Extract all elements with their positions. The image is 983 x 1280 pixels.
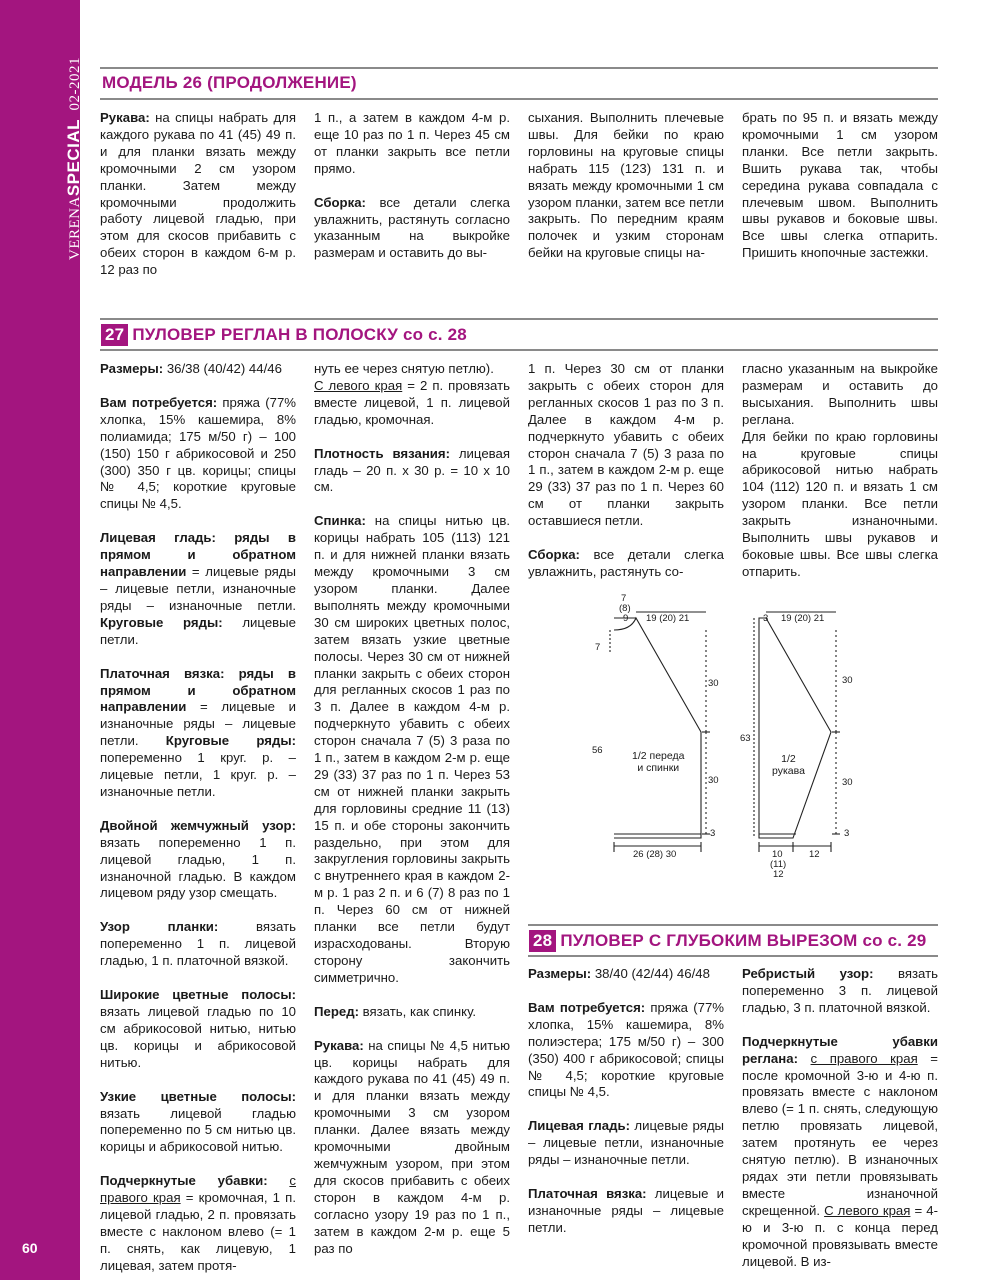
section26-col3: сыхания. Выполнить плечевые швы. Для бейки по краю горловины на круговые спицы набрать 115 (123) 131 п. и вязать между кромочными 1 см узором планки, затем все петли закрыть. По передним краям полочек и узким сторонам бейки на круговые спицы на- — [528, 110, 724, 261]
body-dim-bottom: 26 (28) 30 — [633, 849, 677, 860]
sleeve-dim-left-63: 63 — [740, 733, 751, 744]
page-number: 60 — [22, 1240, 38, 1256]
body-dim-right-3: 3 — [710, 828, 716, 839]
section26-bottom-rule — [100, 98, 938, 100]
section28-heading — [529, 930, 926, 952]
section27-bottom-rule — [100, 349, 938, 351]
section27-number: 27 — [101, 324, 128, 346]
section27-heading — [101, 324, 467, 346]
section27-top-rule — [100, 318, 938, 320]
brand-text: VERENASPECIAL 02-2021 — [64, 56, 83, 260]
section27-col3: 1 п. Через 30 см от планки закрыть с обеих сторон для регланных скосов 1 раз по 3 п. Далее в каждом 4-м р. подчеркнуто убавить с обеих сторон сначала 7 (5) 3 раза по 1 п., затем в каждом 2-м р. еще 29 (33) 37 раз по 1 п. Через 60 см от планки закрыть оставшиеся петли. Сборка: все детали слегка увлажнить, растянуть со- — [528, 361, 724, 579]
section28-col4: Ребристый узор: вязать попеременно 3 п. лицевой гладью, 3 п. платочной вязкой. Подчеркнутые убавки реглана: с правого края = после кромочной 3-ю и 4-ю п. провязать вместе с наклоном влево (= 1 п. снять, следующую петлю провязать лицевой, затем протянуть ее через снятую петлю). В изнаночных рядах эти петли провязывать вместе изнаночной скрещенной. С левого края = 4-ю и 3-ю п. с конца перед кромочной провязывать вместе лицевой. В из- — [742, 966, 938, 1269]
body-dim-top-8: (8) — [619, 603, 631, 614]
body-piece-label: 1/2 переда и спинки — [632, 750, 685, 774]
body-dim-right-30a: 30 — [708, 678, 719, 689]
sleeve-dim-right-3: 3 — [844, 828, 850, 839]
sidebar — [0, 0, 83, 1280]
body-dim-left-56: 56 — [592, 745, 603, 756]
sleeve-dim-top-width: 19 (20) 21 — [781, 613, 825, 624]
body-dim-top-9: 9 — [623, 613, 629, 624]
body-dim-top-width: 19 (20) 21 — [646, 613, 690, 624]
body-dim-top-7: 7 — [621, 593, 627, 604]
body-dim-left-7: 7 — [595, 642, 601, 653]
section27-col2: нуть ее через снятую петлю). С левого края = 2 п. провязать вместе лицевой, 1 п. лицевой гладью, кромочная. Плотность вязания: лицевая гладь – 20 п. х 30 р. = 10 х 10 см. Спинка: на спицы нитью цв. корицы набрать 105 (113) 121 п. и для нижней планки вязать между кромочными 3 см узором планки. Далее выполнять между кромочными 30 см широких цветных полос, затем вязать узкие цветные полосы. Через 30 см от нижней планки закрыть с обеих сторон для регланных скосов 1 раз по 3 п. Далее в каждом 4-м р. подчеркнуто убавить с обеих сторон сначала 7 (5) 3 раза по 1 п., затем в каждом 2-м р. еще 29 (33) 37 раз по 1 п. Через 53 см от нижней планки закрыть для горловины средние 11 (13) 15 п. и обе стороны закончить раздельно, при этом для закругления горловины закрыть с внутреннего края в каждом 2-м р. 1 раз 2 п. и 6 (7) 8 раз по 1 п. Через 60 см от нижней планки все петли будут израсходованы. Вторую сторону закончить симметрично. Перед: вязать, как спинку. Рукава: на спицы № 4,5 нитью цв. корицы набрать для каждого рукава по 41 (45) 49 п. и для планки вязать между кромочными 3 см узором планки. Далее вязать между кромочными двойным жемчужным узором, при этом для скосов прибавить с обеих сторон в каждом 4-м р. согласно узору 19 раз по 1 п., затем в каждом 2-м р. еще 5 раз по — [314, 361, 510, 1256]
sleeve-dim-bottom-11: (11) — [770, 859, 787, 870]
section27-col4: гласно указанным на выкройке размерам и оставить до высыхания. Выполнить швы реглана. Для бейки по краю горловины на круговые спицы абрикосовой нитью набрать 104 (112) 120 п. и вязать 1 см узором планки. Все петли закрыть изнаночными. Выполнить швы рукавов и боковые швы. Все швы слегка отпарить. — [742, 361, 938, 579]
section27-title: ПУЛОВЕР РЕГЛАН В ПОЛОСКУ — [132, 325, 399, 344]
body-dim-right-30b: 30 — [708, 775, 719, 786]
section28-top-rule — [528, 924, 938, 926]
section26-col2: 1 п., а затем в каждом 4-м р. еще 10 раз по 1 п. Через 45 см от планки закрыть все петли прямо. Сборка: все детали слегка увлажнить, растянуть согласно указанным на выкройке размерам и оставить до вы- — [314, 110, 510, 261]
sleeve-dim-bottom-10: 10 — [772, 849, 783, 860]
section26-top-rule — [100, 67, 938, 69]
sleeve-dim-right-30a: 30 — [842, 675, 853, 686]
magazine-brand — [0, 0, 83, 300]
schematic-lines — [586, 590, 946, 890]
section28-col3: Размеры: 38/40 (42/44) 46/48 Вам потребуется: пряжа (77% хлопка, 15% кашемира, 8% полиэстера; 175 м/50 г) – 300 (350) 400 г абрикосовой; спицы № 4,5; короткие круговые спицы № 4,5. Лицевая гладь: лицевые ряды – лицевые петли, изнаночные ряды – изнаночные петли. Платочная вязка: лицевые и изнаночные ряды – лицевые петли. — [528, 966, 724, 1235]
section28-title: ПУЛОВЕР С ГЛУБОКИМ ВЫРЕЗОМ — [560, 931, 858, 950]
section27-col1: Размеры: 36/38 (40/42) 44/46 Вам потребуется: пряжа (77% хлопка, 15% кашемира, 8% полиамида; 175 м/50 г) – 100 (150) 150 г абрикосовой и 250 (300) 350 г цв. корицы; спицы № 4,5; короткие круговые спицы № 4,5. Лицевая гладь: ряды в прямом и обратном направлении = лицевые ряды – лицевые петли, изнаночные ряды – изнаночные петли. Круговые ряды: лицевые петли. Платочная вязка: ряды в прямом и обратном направлении = лицевые и изнаночные ряды – лицевые петли. Круговые ряды: попеременно 1 круг. р. – лицевые петли, 1 круг. р. – изнаночные петли. Двойной жемчужный узор: вязать попеременно 1 п. лицевой гладью, 1 п. изнаночной гладью. В каждом лицевом ряду узор смещать. Узор планки: вязать попеременно 1 п. лицевой гладью, 1 п. платочной вязкой. Широкие цветные полосы: вязать лицевой гладью по 10 см абрикосовой нитью, нитью цв. корицы и абрикосовой нитью. Узкие цветные полосы: вязать лицевой гладью попеременно по 5 см нитью цв. корицы и абрикосовой нитью. Подчеркнутые убавки: с правого края = кромочная, 1 п. лицевой гладью, 2 п. провязать вместе с наклоном влево (= 1 п. снять, как лицевую, 1 лицевая, затем протя- — [100, 361, 296, 1273]
pattern-schematic — [586, 590, 946, 890]
section26-col4: брать по 95 п. и вязать между кромочными 1 см узором планки. Все петли закрыть. Вшить рукава так, чтобы середина рукава совпадала с плечевым швом. Выполнить швы рукавов и боковые швы. Все швы слегка отпарить. Пришить кнопочные застежки. — [742, 110, 938, 261]
sleeve-piece-label: 1/2 рукава — [772, 753, 805, 777]
sleeve-dim-bottom-12a: 12 — [773, 869, 784, 880]
section28-number: 28 — [529, 930, 556, 952]
section27-page-ref: со с. 28 — [402, 325, 467, 344]
section28-page-ref: со с. 29 — [862, 931, 927, 950]
section26-col1: Рукава: на спицы набрать для каждого рукава по 41 (45) 49 п. и для планки вязать между кромочными 2 см узором планки. Затем между кромочными продолжить работу лицевой гладью, при этом для скосов прибавить с обеих сторон в каждом 6-м р. 12 раз по — [100, 110, 296, 278]
sleeve-dim-right-30b: 30 — [842, 777, 853, 788]
sleeve-dim-bottom-12: 12 — [809, 849, 820, 860]
section26-title: МОДЕЛЬ 26 (ПРОДОЛЖЕНИЕ) — [102, 73, 357, 92]
sleeve-dim-top-3: 3 — [763, 613, 769, 624]
section28-bottom-rule — [528, 955, 938, 957]
